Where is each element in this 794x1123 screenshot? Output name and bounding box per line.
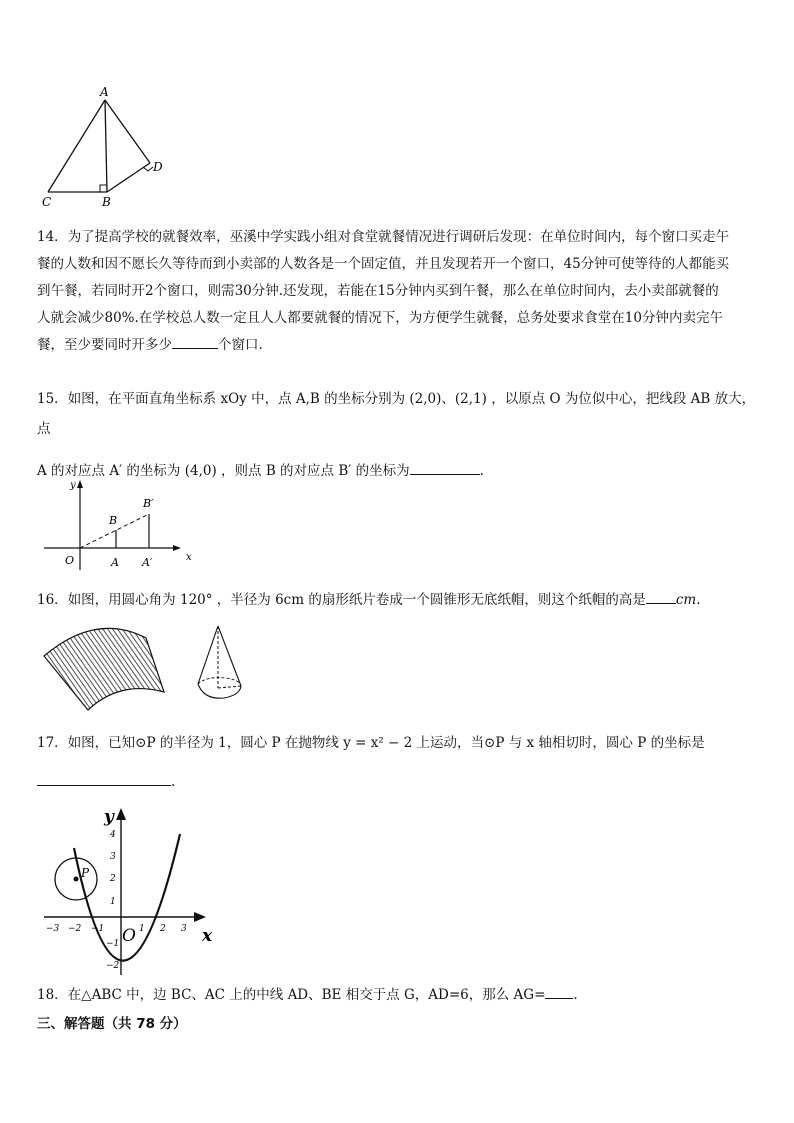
- label-o: O: [122, 926, 136, 946]
- question-text: .: [479, 463, 484, 479]
- question-text: .: [573, 987, 578, 1003]
- question-text: 为了提高学校的就餐效率，巫溪中学实践小组对食堂就餐情况进行调研后发现：在单位时间内，每个窗口买走午: [67, 229, 730, 245]
- question-text: 餐，至少要同时开多少: [37, 337, 172, 353]
- label-b-prime: B′: [143, 497, 154, 510]
- answer-blank[interactable]: [410, 460, 480, 475]
- tick-y: 4: [110, 830, 116, 840]
- question-17: [37, 728, 759, 797]
- answer-blank[interactable]: [545, 984, 573, 999]
- tick-y: 2: [110, 874, 116, 884]
- axis-label-x: x: [202, 926, 213, 946]
- question-text: .: [171, 774, 176, 790]
- sector-cone-figure: [36, 618, 256, 718]
- tick-x: −1: [91, 924, 105, 934]
- question-14: [37, 224, 759, 359]
- label-d: D: [153, 160, 163, 174]
- parabola-figure: [38, 800, 228, 980]
- question-text: 到午餐，若同时开2个窗口，则需30分钟.还发现，若能在15分钟内买到午餐，那么在单位时间内，去小卖部就餐的: [37, 283, 719, 299]
- question-text: 如图，用圆心角为 120° ，半径为 6cm 的扇形纸片卷成一个圆锥形无底纸帽，则这个纸帽的高是: [67, 592, 646, 608]
- tick-y: 1: [110, 897, 116, 907]
- tick-x: −3: [46, 924, 60, 934]
- question-text: 人就会减少80%.在学校总人数一定且人人都要就餐的情况下，为方便学生就餐，总务处要求食堂在10分钟内卖完午: [37, 310, 723, 326]
- question-number: 15．: [37, 391, 68, 407]
- axis-label-x: x: [186, 552, 192, 563]
- question-text: 个窗口.: [218, 337, 263, 353]
- section-heading: 三、解答题（共 78 分）: [37, 1016, 187, 1032]
- label-p: P: [81, 866, 90, 880]
- tick-x: −2: [68, 924, 82, 934]
- question-text: 在△ABC 中，边 BC、AC 上的中线 AD、BE 相交于点 G，AD=6，那么 AG=: [67, 987, 546, 1003]
- label-c: C: [42, 195, 52, 209]
- label-b: B: [102, 195, 111, 209]
- question-15: [37, 384, 759, 486]
- label-o: O: [65, 554, 75, 567]
- label-a: A: [100, 85, 109, 99]
- axis-label-y: y: [70, 480, 76, 491]
- label-a: A: [111, 556, 119, 569]
- question-number: 14．: [37, 229, 68, 245]
- axis-label-y: y: [104, 807, 114, 827]
- label-b: B: [109, 514, 118, 527]
- question-number: 16．: [37, 592, 68, 608]
- question-number: 17．: [37, 735, 68, 751]
- unit: cm.: [675, 592, 701, 608]
- answer-blank[interactable]: [172, 334, 218, 349]
- label-a-prime: A′: [142, 556, 153, 569]
- question-18: [37, 982, 759, 1009]
- question-16: [37, 587, 759, 614]
- tick-x: 2: [160, 924, 166, 934]
- question-text: A 的对应点 A′ 的坐标为 (4,0) ，则点 B 的对应点 B′ 的坐标为: [37, 463, 410, 479]
- tick-y: −1: [106, 939, 120, 949]
- question-text: 餐的人数和因不愿长久等待而到小卖部的人数各是一个固定值，并且发现若开一个窗口，45分钟可使等待的人都能买: [37, 256, 730, 272]
- question-number: 18．: [37, 987, 68, 1003]
- answer-blank[interactable]: [37, 771, 171, 786]
- tick-x: 3: [181, 924, 187, 934]
- question-text: 如图，在平面直角坐标系 xOy 中，点 A,B 的坐标分别为 (2,0)、(2,1) ，以原点 O 为位似中心，把线段 AB 放大，点: [37, 391, 756, 437]
- tick-y: −2: [106, 961, 120, 971]
- answer-blank[interactable]: [646, 589, 676, 604]
- coordinate-figure: [40, 474, 200, 574]
- tick-y: 3: [110, 852, 116, 862]
- triangle-figure: [36, 80, 176, 210]
- tick-x: 1: [139, 924, 145, 934]
- question-text: 如图，已知⊙P 的半径为 1，圆心 P 在抛物线 y = x² − 2 上运动，当⊙P 与 x 轴相切时，圆心 P 的坐标是: [67, 735, 705, 751]
